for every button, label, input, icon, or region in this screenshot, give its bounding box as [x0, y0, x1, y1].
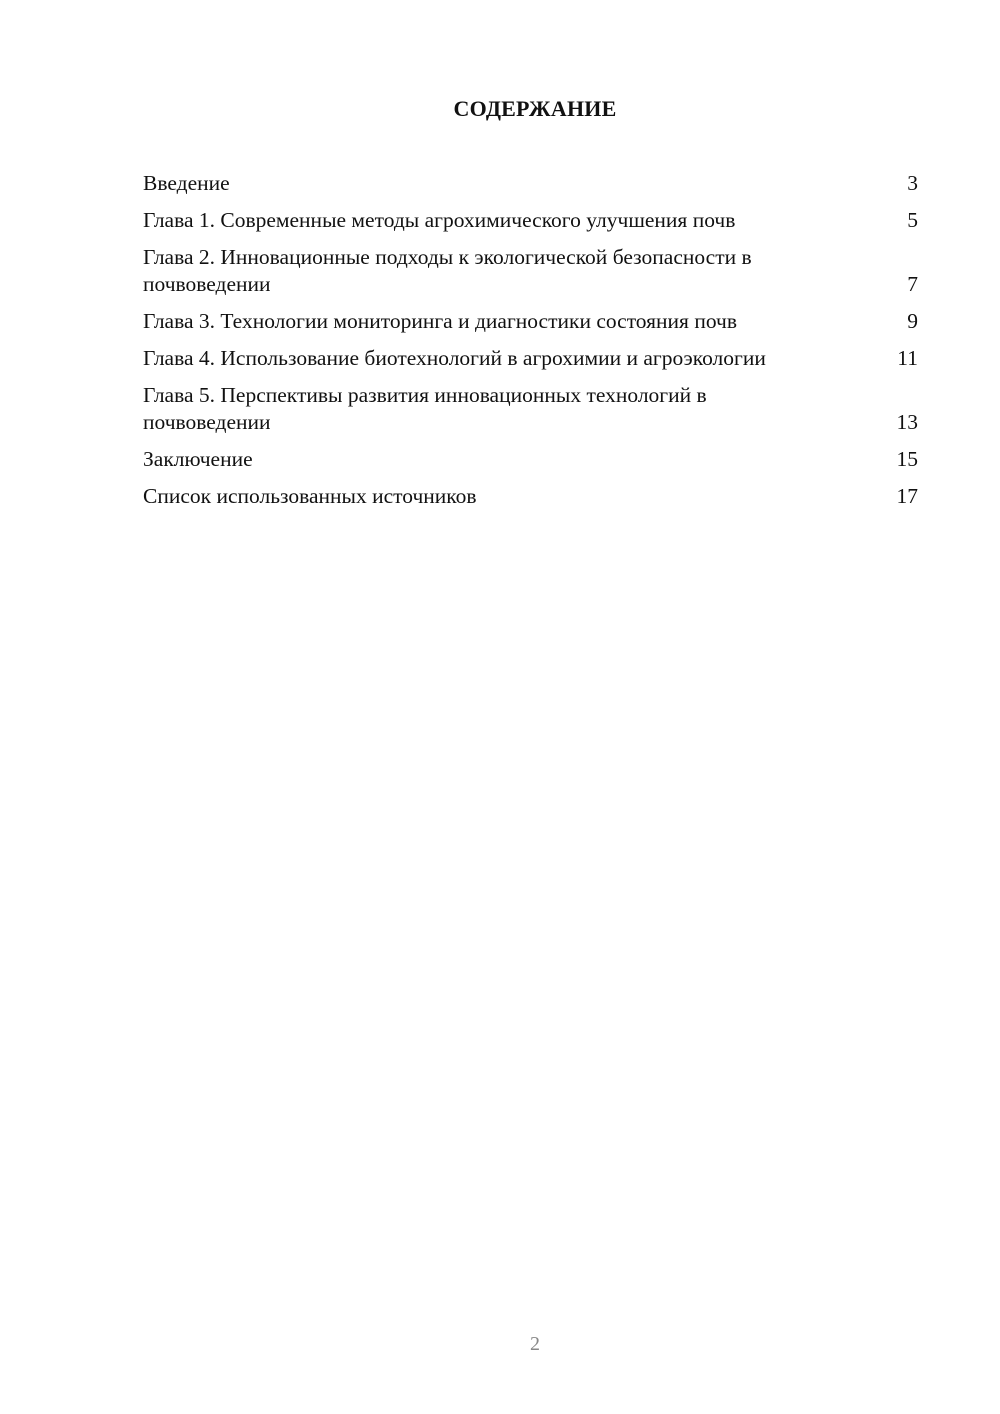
- toc-entry-text: Введение: [143, 171, 230, 195]
- toc-entry-page: 15: [896, 447, 918, 471]
- toc-entry-text: Глава 1. Современные методы агрохимического улучшения почв: [143, 208, 736, 232]
- toc-entry: [143, 244, 918, 298]
- toc-entry-page: 3: [907, 171, 918, 195]
- toc-entry-page: 17: [896, 484, 918, 508]
- toc-entry-page: 5: [907, 208, 918, 232]
- toc-entry: [143, 446, 918, 473]
- page-number: 2: [530, 1333, 540, 1355]
- toc-entry: [143, 170, 918, 197]
- toc-entry: [143, 382, 918, 436]
- page-title: СОДЕРЖАНИЕ: [453, 96, 617, 121]
- toc-entry-text: Глава 5. Перспективы развития инновационных технологий в почвоведении: [143, 383, 707, 434]
- toc-entry-page: 7: [907, 272, 918, 296]
- toc-entry-text: Глава 3. Технологии мониторинга и диагностики состояния почв: [143, 309, 737, 333]
- table-of-contents: [143, 170, 918, 510]
- toc-entry-page: 11: [897, 346, 918, 370]
- toc-entry: [143, 207, 918, 234]
- toc-entry: [143, 483, 918, 510]
- toc-entry-text: Список использованных источников: [143, 484, 477, 508]
- toc-entry-page: 9: [907, 309, 918, 333]
- toc-entry-text: Глава 2. Инновационные подходы к экологической безопасности в почвоведении: [143, 245, 752, 296]
- toc-entry-text: Заключение: [143, 447, 253, 471]
- toc-entry-text: Глава 4. Использование биотехнологий в агрохимии и агроэкологии: [143, 346, 766, 370]
- toc-entry-page: 13: [896, 410, 918, 434]
- toc-entry: [143, 308, 918, 335]
- toc-entry: [143, 345, 918, 372]
